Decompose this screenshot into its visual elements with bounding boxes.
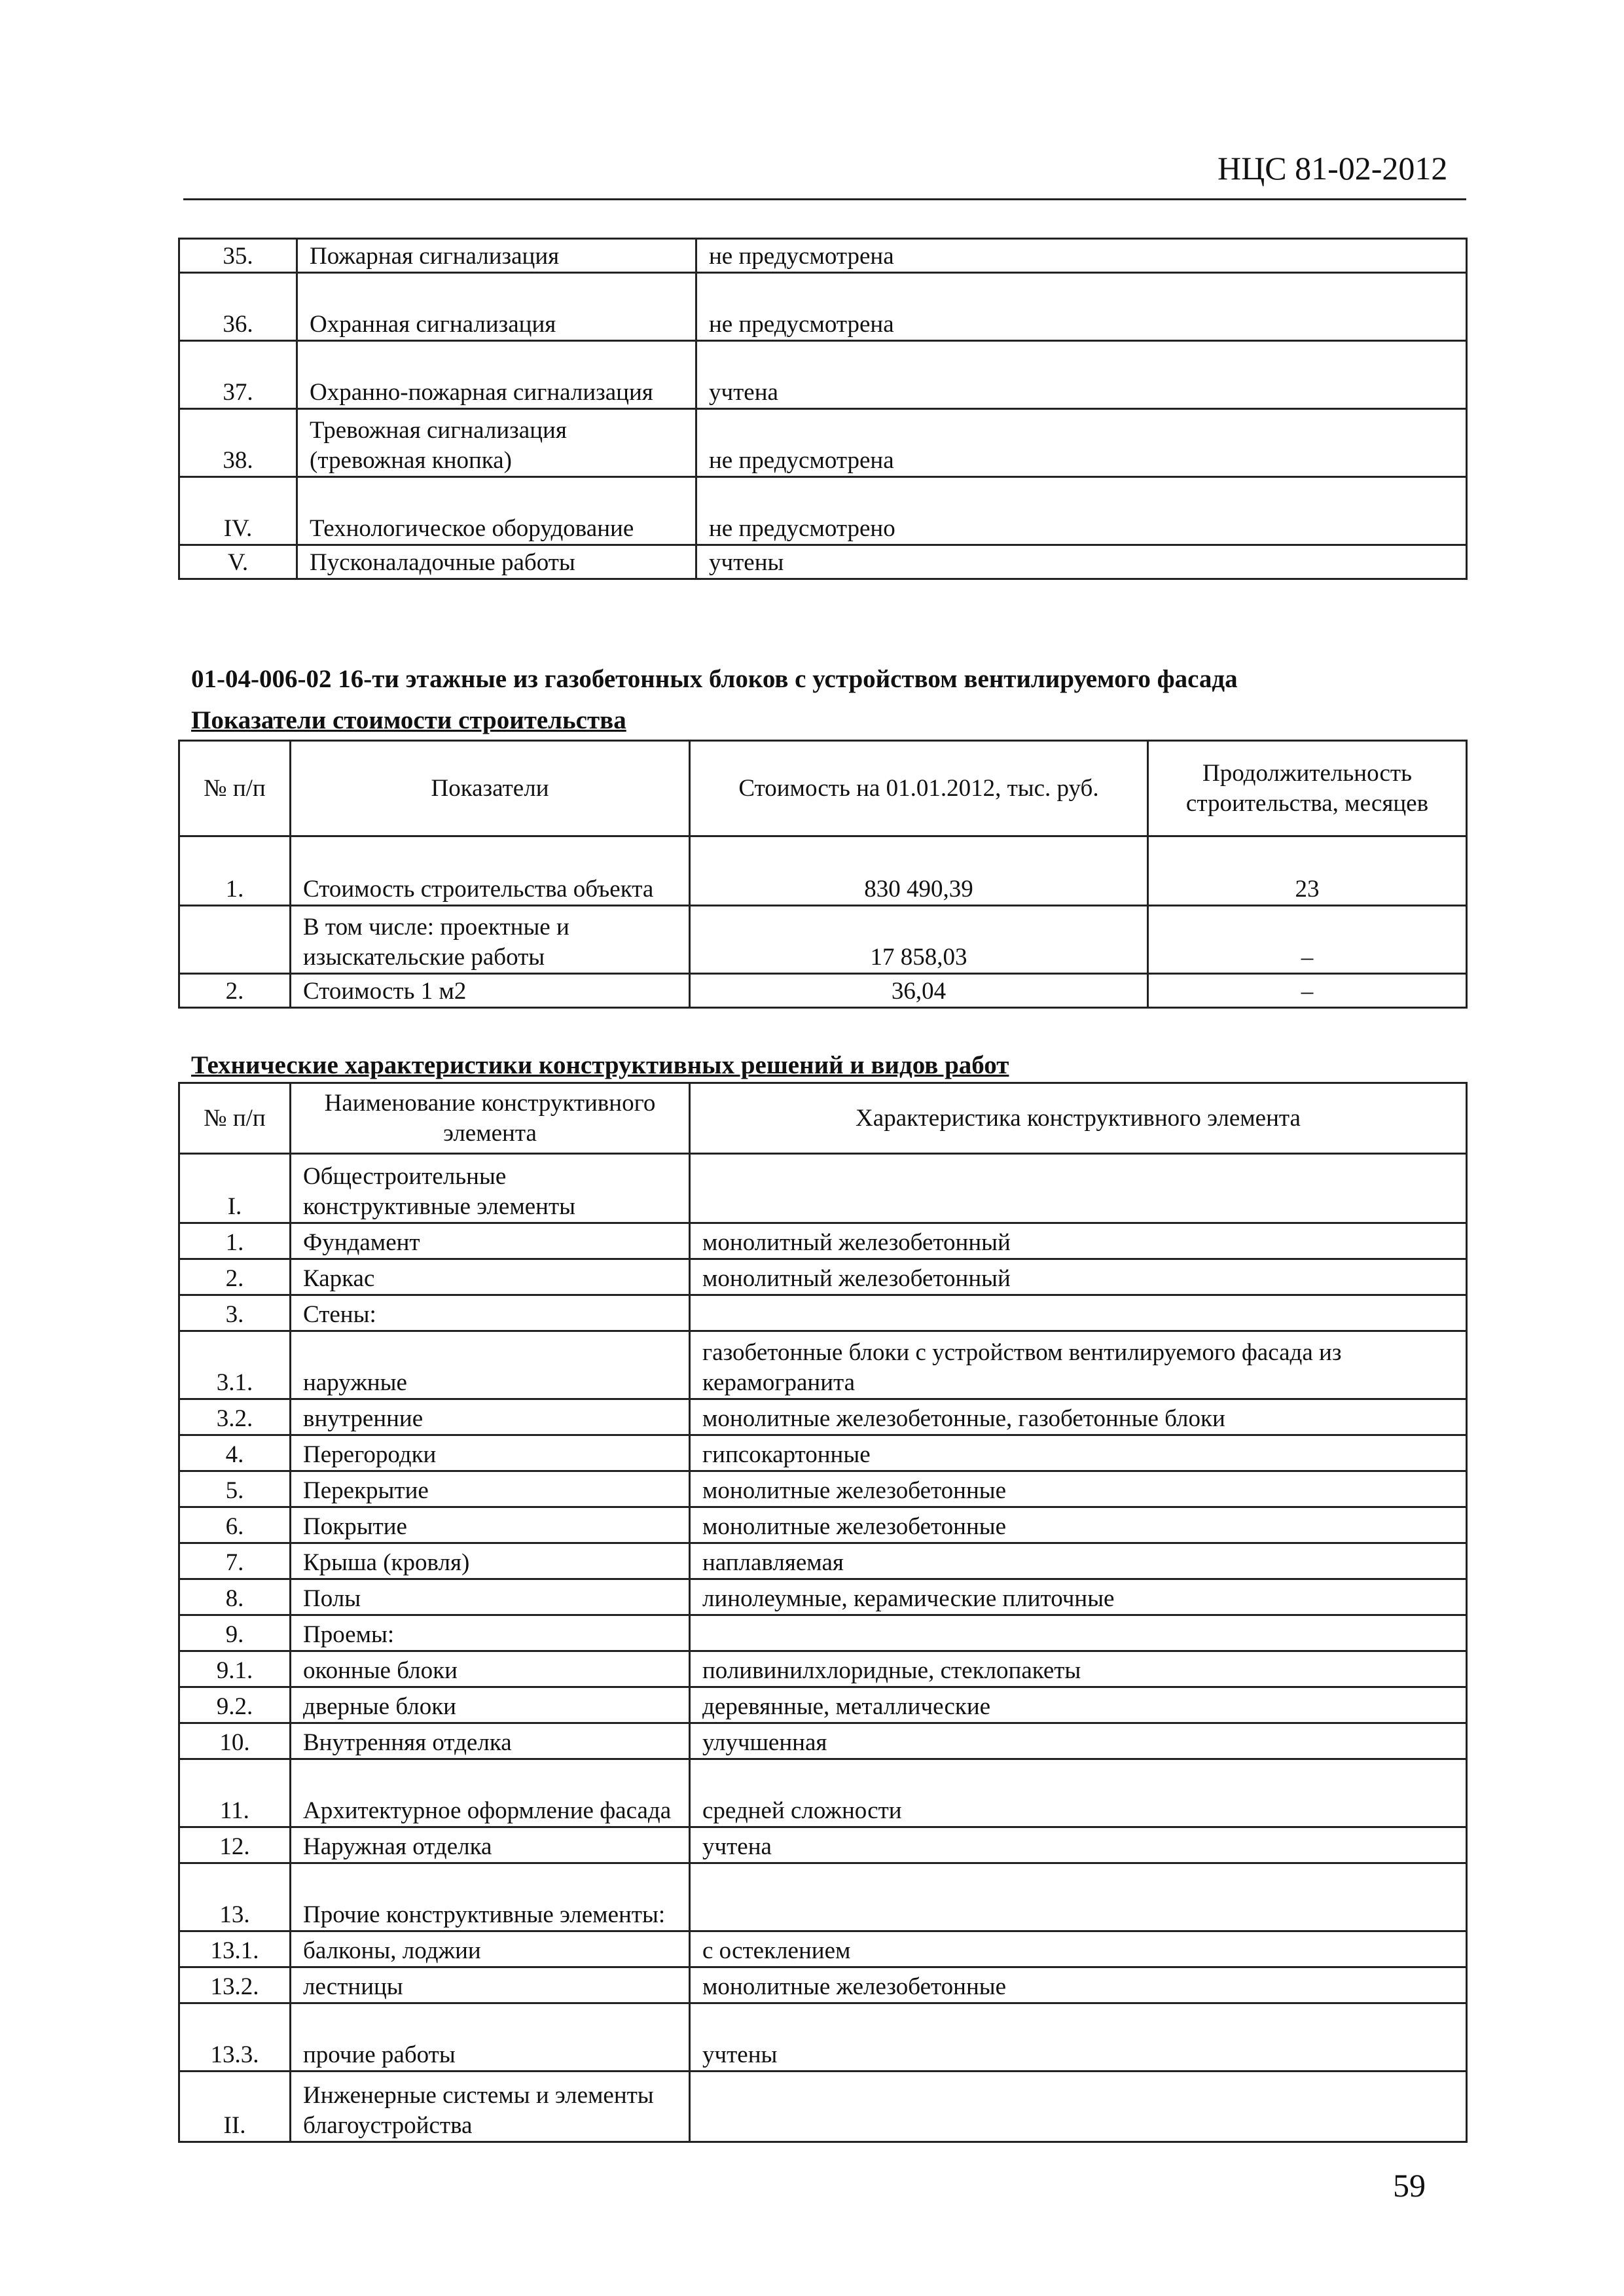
table-row: [179, 1827, 1467, 1863]
row-number: 4.: [179, 1435, 291, 1471]
row-duration: –: [1148, 906, 1467, 974]
row-value: [690, 1154, 1467, 1223]
row-duration: 23: [1148, 836, 1467, 906]
row-name: Стоимость строительства объекта: [291, 836, 690, 906]
cost-table-caption: Показатели стоимости строительства: [191, 706, 626, 734]
row-number: 9.1.: [179, 1651, 291, 1687]
table-row: [179, 1723, 1467, 1759]
row-value: улучшенная: [690, 1723, 1467, 1759]
table-row: [179, 477, 1467, 545]
row-number: [179, 906, 291, 974]
row-name: Стоимость 1 м2: [291, 974, 690, 1008]
row-number: 1.: [179, 836, 291, 906]
row-value: монолитные железобетонные: [690, 1507, 1467, 1543]
table-row: [179, 1579, 1467, 1615]
cost-header-num: № п/п: [179, 741, 291, 836]
table-row: [179, 1651, 1467, 1687]
row-value: наплавляемая: [690, 1543, 1467, 1579]
row-number: 9.: [179, 1615, 291, 1651]
row-value: линолеумные, керамические плиточные: [690, 1579, 1467, 1615]
row-value: деревянные, металлические: [690, 1687, 1467, 1723]
row-number: II.: [179, 2072, 291, 2142]
row-name: Фундамент: [291, 1223, 690, 1259]
row-name: Полы: [291, 1579, 690, 1615]
row-name: Проемы:: [291, 1615, 690, 1651]
row-name: Перегородки: [291, 1435, 690, 1471]
table-row: [179, 1435, 1467, 1471]
row-number: IV.: [179, 477, 297, 545]
row-value: учтена: [696, 341, 1467, 409]
row-number: 13.2.: [179, 1967, 291, 2003]
tech-header-num: № п/п: [179, 1083, 291, 1154]
row-number: 13.: [179, 1863, 291, 1931]
row-number: 3.2.: [179, 1399, 291, 1435]
row-name: Пусконаладочные работы: [297, 545, 696, 579]
row-number: 36.: [179, 273, 297, 341]
tech-table: [178, 1082, 1468, 2143]
row-name: Общестроительные конструктивные элементы: [291, 1154, 690, 1223]
row-cost: 830 490,39: [690, 836, 1148, 906]
row-number: I.: [179, 1154, 291, 1223]
table-row: [179, 1259, 1467, 1295]
row-number: 7.: [179, 1543, 291, 1579]
table-row: [179, 836, 1467, 906]
row-value: монолитный железобетонный: [690, 1223, 1467, 1259]
table-row: [179, 1295, 1467, 1331]
row-number: 2.: [179, 974, 291, 1008]
row-name: Наружная отделка: [291, 1827, 690, 1863]
top-table: [178, 238, 1468, 580]
row-name: лестницы: [291, 1967, 690, 2003]
row-value: не предусмотрена: [696, 273, 1467, 341]
cost-header-duration: Продолжительность строительства, месяцев: [1148, 741, 1467, 836]
row-number: 13.3.: [179, 2003, 291, 2072]
row-number: 9.2.: [179, 1687, 291, 1723]
table-row: [179, 1471, 1467, 1507]
row-value: гипсокартонные: [690, 1435, 1467, 1471]
table-row: [179, 1967, 1467, 2003]
row-name: Перекрытие: [291, 1471, 690, 1507]
row-number: V.: [179, 545, 297, 579]
row-value: не предусмотрена: [696, 409, 1467, 477]
cost-header-indicators: Показатели: [291, 741, 690, 836]
row-number: 38.: [179, 409, 297, 477]
row-name: оконные блоки: [291, 1651, 690, 1687]
table-row: [179, 341, 1467, 409]
row-value: [690, 1863, 1467, 1931]
row-name: балконы, лоджии: [291, 1931, 690, 1967]
row-value: монолитный железобетонный: [690, 1259, 1467, 1295]
table-row: [179, 1759, 1467, 1827]
row-name: Крыша (кровля): [291, 1543, 690, 1579]
tech-header-characteristic: Характеристика конструктивного элемента: [690, 1083, 1467, 1154]
row-name: Технологическое оборудование: [297, 477, 696, 545]
row-duration: –: [1148, 974, 1467, 1008]
table-row: [179, 1863, 1467, 1931]
row-name: внутренние: [291, 1399, 690, 1435]
row-value: [690, 1615, 1467, 1651]
row-name: Пожарная сигнализация: [297, 239, 696, 273]
row-value: учтены: [690, 2003, 1467, 2072]
row-name: Архитектурное оформление фасада: [291, 1759, 690, 1827]
row-number: 5.: [179, 1471, 291, 1507]
row-cost: 36,04: [690, 974, 1148, 1008]
row-name: Инженерные системы и элементы благоустройства: [291, 2072, 690, 2142]
row-number: 10.: [179, 1723, 291, 1759]
table-row: [179, 1154, 1467, 1223]
row-value: монолитные железобетонные: [690, 1967, 1467, 2003]
row-name: наружные: [291, 1331, 690, 1399]
document-code: НЦС 81-02-2012: [1218, 150, 1448, 187]
row-name: В том числе: проектные и изыскательские работы: [291, 906, 690, 974]
table-row: [179, 974, 1467, 1008]
table-row: [179, 1223, 1467, 1259]
header-rule: [183, 198, 1466, 200]
row-name: прочие работы: [291, 2003, 690, 2072]
table-row: [179, 1543, 1467, 1579]
row-number: 2.: [179, 1259, 291, 1295]
row-value: [690, 1295, 1467, 1331]
table-row: [179, 2072, 1467, 2142]
row-value: учтены: [696, 545, 1467, 579]
table-row: [179, 1931, 1467, 1967]
row-value: газобетонные блоки с устройством вентилируемого фасада из керамогранита: [690, 1331, 1467, 1399]
table-row: [179, 1687, 1467, 1723]
row-value: [690, 2072, 1467, 2142]
tech-table-caption: Технические характеристики конструктивных решений и видов работ: [191, 1051, 1009, 1079]
row-value: учтена: [690, 1827, 1467, 1863]
row-name: дверные блоки: [291, 1687, 690, 1723]
row-name: Каркас: [291, 1259, 690, 1295]
row-number: 11.: [179, 1759, 291, 1827]
page-number: 59: [1393, 2167, 1426, 2204]
row-name: Стены:: [291, 1295, 690, 1331]
row-name: Прочие конструктивные элементы:: [291, 1863, 690, 1931]
table-row: [179, 545, 1467, 579]
table-row: [179, 2003, 1467, 2072]
row-number: 3.1.: [179, 1331, 291, 1399]
cost-table: [178, 740, 1468, 1009]
row-number: 8.: [179, 1579, 291, 1615]
table-row: [179, 273, 1467, 341]
row-number: 13.1.: [179, 1931, 291, 1967]
row-name: Внутренняя отделка: [291, 1723, 690, 1759]
row-value: монолитные железобетонные, газобетонные блоки: [690, 1399, 1467, 1435]
table-row: [179, 1399, 1467, 1435]
section-title: 01-04-006-02 16-ти этажные из газобетонных блоков с устройством вентилируемого фасада: [191, 665, 1238, 693]
row-name: Охранная сигнализация: [297, 273, 696, 341]
table-row: [179, 409, 1467, 477]
row-number: 6.: [179, 1507, 291, 1543]
row-number: 3.: [179, 1295, 291, 1331]
row-name: Охранно-пожарная сигнализация: [297, 341, 696, 409]
table-row: [179, 906, 1467, 974]
row-name: Тревожная сигнализация (тревожная кнопка): [297, 409, 696, 477]
row-value: с остеклением: [690, 1931, 1467, 1967]
row-name: Покрытие: [291, 1507, 690, 1543]
table-row: [179, 1331, 1467, 1399]
row-value: не предусмотрена: [696, 239, 1467, 273]
row-cost: 17 858,03: [690, 906, 1148, 974]
table-row: [179, 1615, 1467, 1651]
row-value: не предусмотрено: [696, 477, 1467, 545]
table-row: [179, 1507, 1467, 1543]
row-number: 35.: [179, 239, 297, 273]
row-value: средней сложности: [690, 1759, 1467, 1827]
tech-header-element: Наименование конструктивного элемента: [291, 1083, 690, 1154]
row-value: монолитные железобетонные: [690, 1471, 1467, 1507]
row-number: 37.: [179, 341, 297, 409]
row-number: 1.: [179, 1223, 291, 1259]
table-row: [179, 239, 1467, 273]
row-number: 12.: [179, 1827, 291, 1863]
row-value: поливинилхлоридные, стеклопакеты: [690, 1651, 1467, 1687]
cost-header-cost: Стоимость на 01.01.2012, тыс. руб.: [690, 741, 1148, 836]
